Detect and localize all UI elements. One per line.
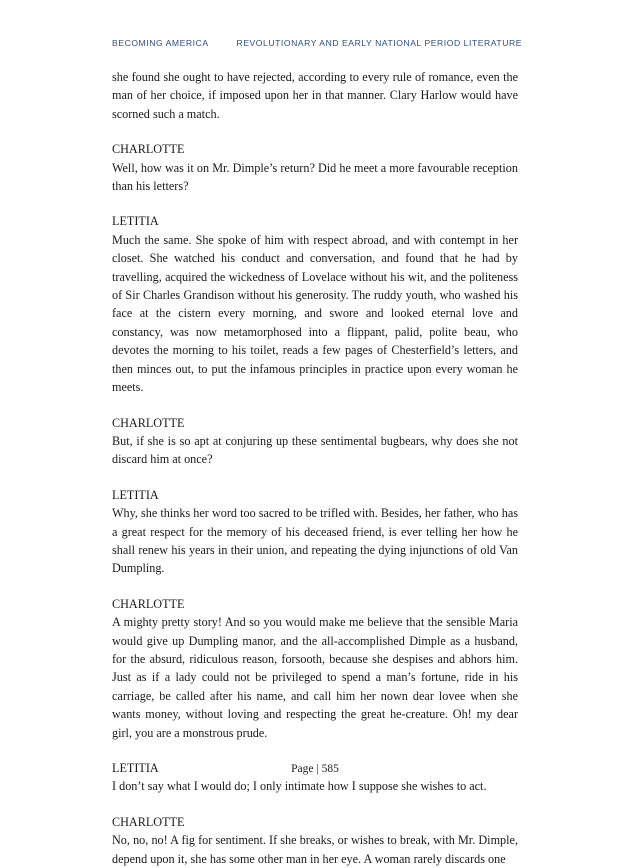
page-body	[112, 68, 518, 868]
speech-text: A mighty pretty story! And so you would make me believe that the sensible Maria would give up Dumpling manor, and the all-accomplished Dimple as a husband, for the absurd, ridiculous reason, forsooth, because she despises and abhors him. Just as if a lady could not be privileged to spend a man’s fortune, ride in his carriage, be called after his name, and call him her nown dear lovee when she wants money, without loving and respecting the great he-creature. Oh! my dear girl, you are a monstrous prude.	[112, 615, 518, 740]
speaker-name: CHARLOTTE	[112, 415, 185, 430]
opening-paragraph: she found she ought to have rejected, according to every rule of romance, even the man of her choice, if imposed upon her in that manner. Clary Harlow would have scorned such a match.	[112, 70, 518, 121]
dialogue-block	[112, 212, 518, 396]
dialogue-block	[112, 813, 518, 868]
speech-text: Much the same. She spoke of him with respect abroad, and with contempt in her closet. She watched his conduct and conversation, and found that he had by travelling, acquired the wickedness of Lovelace without his wit, and the politeness of Sir Charles Grandison without his generosity. The ruddy youth, who washed his face at the cistern every morning, and swore and looked eternal love and constancy, was now metamorphosed into a flippant, palid, polite beau, who devotes the morning to his toilet, reads a few pages of Chesterfield’s letters, and then minces out, to put the infamous principles in practice upon every woman he meets.	[112, 232, 518, 395]
dialogue-block	[112, 414, 518, 469]
dialogue-block	[112, 140, 518, 195]
running-header	[112, 38, 522, 48]
speech-text: I don’t say what I would do; I only intimate how I suppose she wishes to act.	[112, 779, 487, 794]
header-section-title: REVOLUTIONARY AND EARLY NATIONAL PERIOD LITERATURE	[236, 38, 522, 48]
dialogue-block	[112, 486, 518, 578]
speaker-name: LETITIA	[112, 487, 159, 502]
speech-text: No, no, no! A fig for sentiment. If she breaks, or wishes to break, with Mr. Dimple, depend upon it, she has some other man in her eye. A woman rarely discards one	[112, 833, 518, 866]
dialogue-block	[112, 595, 518, 742]
header-book-title: BECOMING AMERICA	[112, 38, 209, 48]
page-number: Page | 585	[291, 763, 339, 775]
speaker-name: CHARLOTTE	[112, 142, 185, 157]
speaker-name: CHARLOTTE	[112, 814, 185, 829]
speech-text: But, if she is so apt at conjuring up these sentimental bugbears, why does she not discard him at once?	[112, 433, 518, 467]
speech-text: Well, how was it on Mr. Dimple’s return? Did he meet a more favourable reception than his letters?	[112, 160, 518, 194]
speaker-name: LETITIA	[112, 214, 159, 229]
speech-text: Why, she thinks her word too sacred to be trifled with. Besides, her father, who has a great respect for the memory of his deceased friend, is ever telling her how he shall renew his years in their union, and repeating the dying injunctions of old Van Dumpling.	[112, 506, 518, 576]
speaker-name: CHARLOTTE	[112, 596, 185, 611]
speaker-name: LETITIA	[112, 761, 159, 775]
